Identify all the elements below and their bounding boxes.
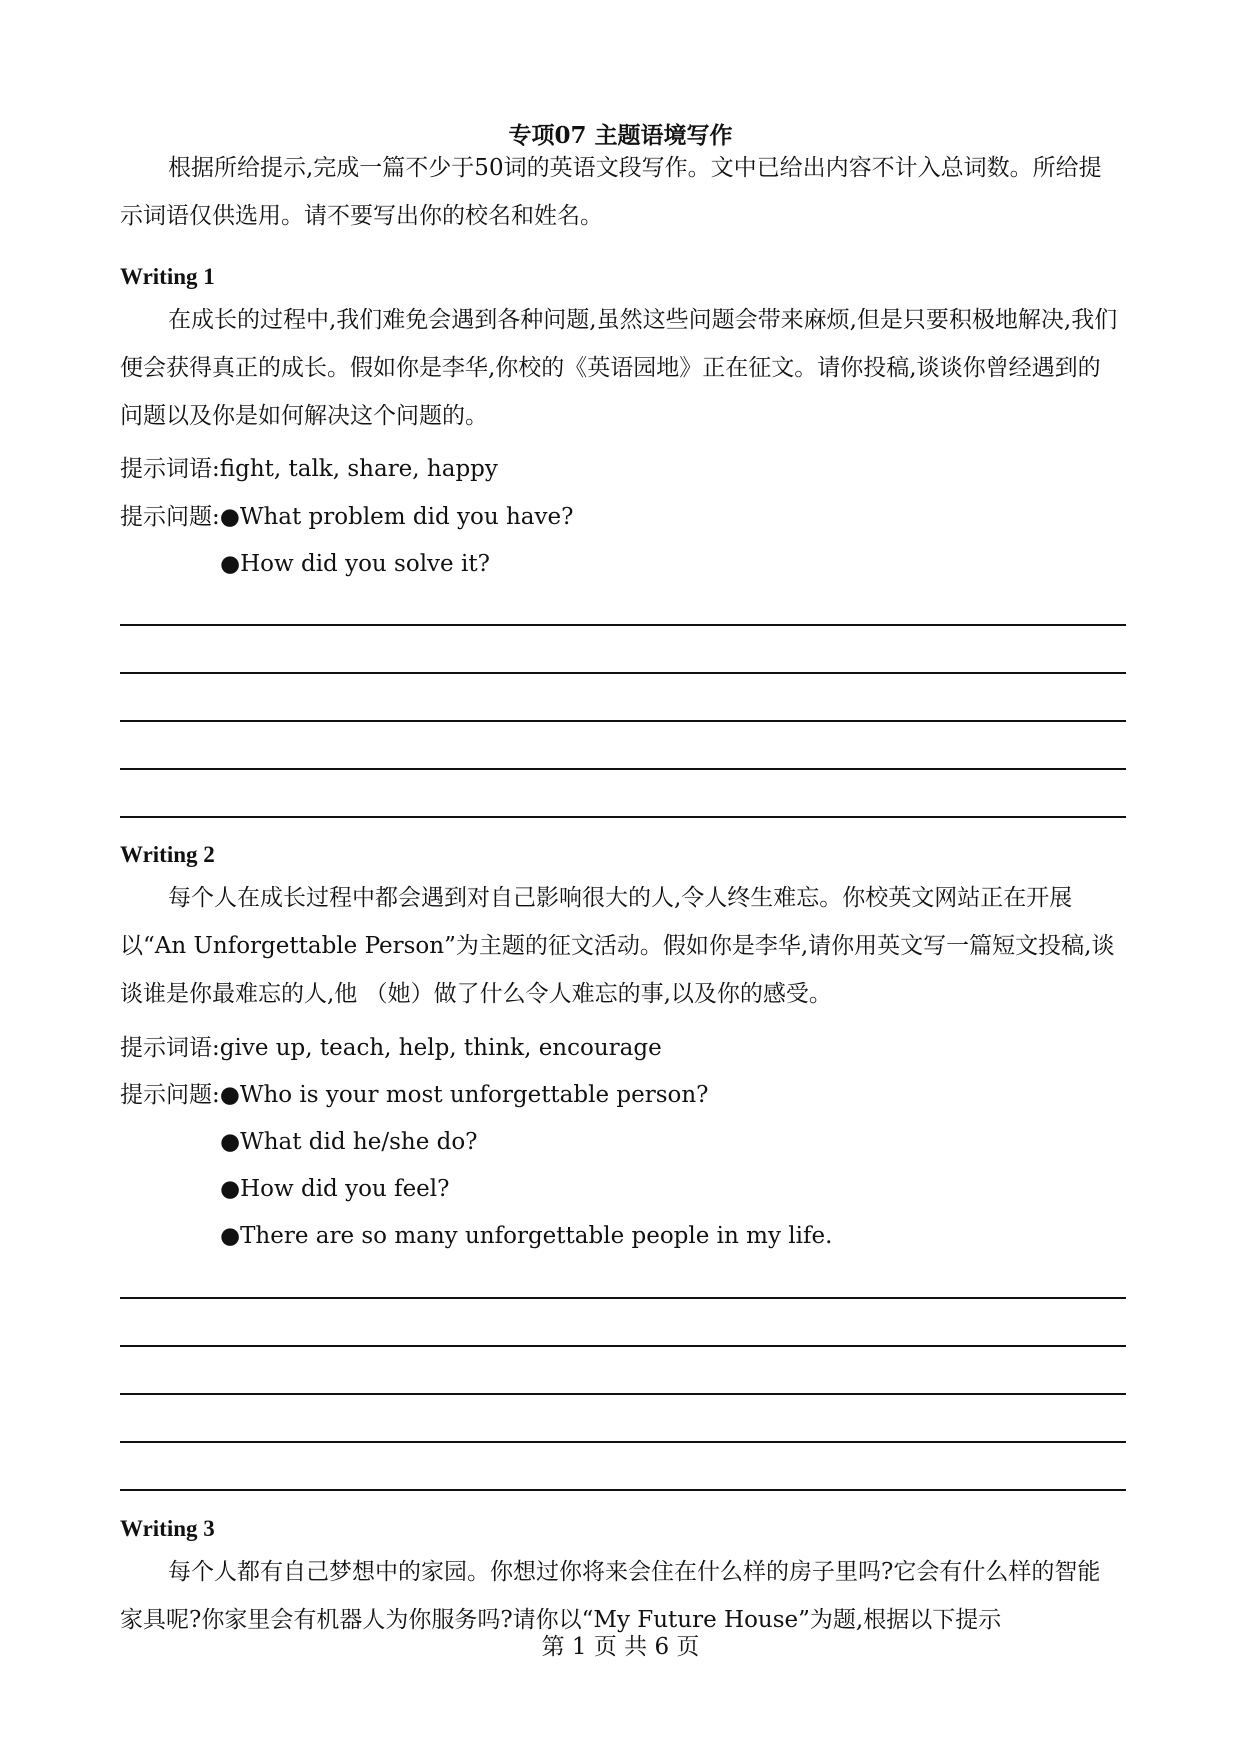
writing3-body: 每个人都有自己梦想中的家园。你想过你将来会住在什么样的房子里吗?它会有什么样的智能家具呢?你家里会有机器人为你服务吗?请你以“My Future House”为题,根据以下提示 bbox=[120, 1559, 1101, 1633]
page-footer: 第 1 页 共 6 页 bbox=[541, 1634, 700, 1660]
writing1-heading: Writing 1 bbox=[120, 264, 215, 289]
answer-line bbox=[120, 1345, 1126, 1347]
writing1-body: 在成长的过程中,我们难免会遇到各种问题,虽然这些问题会带来麻烦,但是只要积极地解决,我们便会获得真正的成长。假如你是李华,你校的《英语园地》正在征文。请你投稿,谈谈你曾经遇到的问题以及你是如何解决这个问题的。 bbox=[120, 307, 1118, 429]
answer-line bbox=[120, 672, 1126, 674]
answer-line bbox=[120, 1441, 1126, 1443]
writing2-heading: Writing 2 bbox=[120, 842, 215, 867]
answer-line bbox=[120, 720, 1126, 722]
writing1-words: 提示词语:fight, talk, share, happy bbox=[120, 456, 498, 482]
answer-line bbox=[120, 624, 1126, 626]
answer-line bbox=[120, 1489, 1126, 1491]
writing2-question-3: ●How did you feel? bbox=[220, 1176, 450, 1202]
writing2-words: 提示词语:give up, teach, help, think, encourage bbox=[120, 1035, 662, 1061]
writing2-question-1: 提示问题:●Who is your most unforgettable person? bbox=[120, 1082, 709, 1108]
writing2-body: 每个人在成长过程中都会遇到对自己影响很大的人,令人终生难忘。你校英文网站正在开展以“An Unforgettable Person”为主题的征文活动。假如你是李华,请你用英文写一篇短文投稿,谈谈谁是你最难忘的人,他 （她）做了什么令人难忘的事,以及你的感受。 bbox=[120, 885, 1115, 1007]
page-title: 专项07 主题语境写作 bbox=[508, 122, 733, 149]
writing1-question-2: ●How did you solve it? bbox=[220, 551, 490, 577]
writing1-question-1: 提示问题:●What problem did you have? bbox=[120, 504, 574, 530]
answer-line bbox=[120, 1297, 1126, 1299]
answer-line bbox=[120, 1393, 1126, 1395]
writing2-question-4: ●There are so many unforgettable people in my life. bbox=[220, 1223, 833, 1249]
answer-line bbox=[120, 768, 1126, 770]
answer-line bbox=[120, 816, 1126, 818]
writing3-heading: Writing 3 bbox=[120, 1516, 215, 1541]
instructions: 根据所给提示,完成一篇不少于50词的英语文段写作。文中已给出内容不计入总词数。所给提示词语仅供选用。请不要写出你的校名和姓名。 bbox=[120, 155, 1102, 229]
writing2-question-2: ●What did he/she do? bbox=[220, 1129, 478, 1155]
